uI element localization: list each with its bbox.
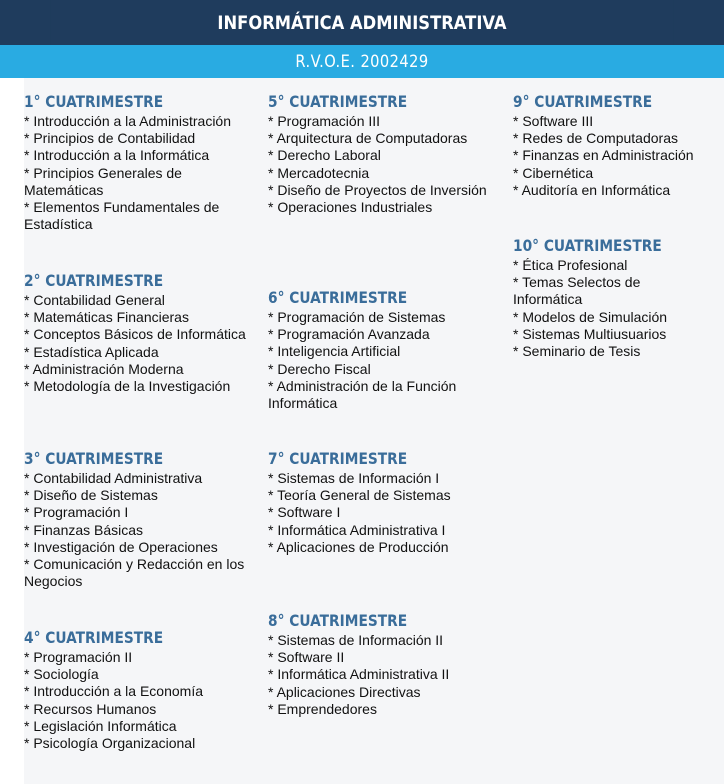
cuatrimestre-heading: 1° CUATRIMESTRE	[24, 92, 164, 111]
subject-list	[268, 632, 490, 718]
cuatrimestre-heading: 9° CUATRIMESTRE	[513, 92, 653, 111]
cuatrimestre-7	[268, 450, 490, 556]
subject-item: * Programación de Sistemas	[268, 309, 446, 325]
cuatrimestre-4	[24, 629, 246, 752]
subject-item: * Cibernética	[513, 164, 594, 181]
subject-item: * Emprendedores	[268, 700, 377, 717]
subject-item: * Conceptos Básicos de Informática	[24, 326, 246, 343]
cuatrimestre-heading: 8° CUATRIMESTRE	[268, 611, 408, 630]
subject-item: * Estadística Aplicada	[24, 343, 159, 360]
subject-item: * Matemáticas Financieras	[24, 309, 189, 326]
subject-item: * Programación Avanzada	[268, 326, 430, 343]
subject-item: * Investigación de Operaciones	[24, 538, 218, 555]
subject-item: * Seminario de Tesis	[513, 343, 641, 360]
subject-list	[24, 292, 246, 395]
cuatrimestre-9	[513, 93, 718, 199]
subject-item: * Sistemas de Información I	[268, 470, 440, 486]
subject-item: * Programación III	[268, 113, 381, 129]
curriculum-panel	[24, 78, 724, 784]
subject-item: * Finanzas Básicas	[24, 521, 144, 538]
program-title: INFORMÁTICA ADMINISTRATIVA	[51, 0, 674, 45]
subject-item: * Comunicación y Redacción en los Negocios	[24, 556, 245, 590]
subject-item: * Sociología	[24, 666, 99, 683]
subject-item: * Software III	[513, 113, 594, 129]
cuatrimestre-heading: 3° CUATRIMESTRE	[24, 449, 164, 468]
subject-list	[268, 309, 490, 412]
cuatrimestre-1	[24, 93, 246, 233]
subject-item: * Teoría General de Sistemas	[268, 487, 451, 504]
cuatrimestre-6	[268, 289, 490, 412]
subject-item: * Redes de Computadoras	[513, 130, 678, 147]
subject-item: * Sistemas Multiusuarios	[513, 325, 667, 342]
subject-item: * Derecho Laboral	[268, 147, 381, 164]
subject-list	[513, 257, 673, 360]
subject-item: * Informática Administrativa II	[268, 666, 450, 683]
subject-item: * Metodología de la Investigación	[24, 378, 231, 395]
subject-item: * Principios Generales de Matemáticas	[24, 164, 182, 198]
subject-item: * Introducción a la Economía	[24, 683, 203, 700]
subject-item: * Ética Profesional	[513, 257, 628, 273]
subject-item: * Contabilidad Administrativa	[24, 470, 203, 486]
subject-list	[24, 649, 246, 752]
subject-item: * Software II	[268, 649, 345, 666]
cuatrimestre-heading: 5° CUATRIMESTRE	[268, 92, 408, 111]
cuatrimestre-heading: 6° CUATRIMESTRE	[268, 288, 408, 307]
rvoe-number: R.V.O.E. 2002429	[295, 51, 429, 72]
subject-item: * Modelos de Simulación	[513, 308, 668, 325]
subject-list	[268, 470, 490, 556]
cuatrimestre-heading: 10° CUATRIMESTRE	[513, 236, 662, 255]
subject-item: * Informática Administrativa I	[268, 521, 446, 538]
subject-item: * Mercadotecnia	[268, 164, 370, 181]
subject-item: * Legislación Informática	[24, 717, 177, 734]
subject-item: * Programación II	[24, 649, 133, 665]
subject-list	[513, 113, 718, 199]
cuatrimestre-8	[268, 612, 490, 718]
subject-item: * Programación I	[24, 504, 129, 521]
subject-item: * Software I	[268, 504, 341, 521]
cuatrimestre-heading: 2° CUATRIMESTRE	[24, 271, 164, 290]
cuatrimestre-3	[24, 450, 246, 590]
subject-item: * Introducción a la Informática	[24, 147, 210, 164]
subject-item: * Diseño de Sistemas	[24, 487, 158, 504]
cuatrimestre-heading: 4° CUATRIMESTRE	[24, 628, 164, 647]
subject-item: * Finanzas en Administración	[513, 147, 694, 164]
subject-list	[24, 113, 246, 233]
subject-list	[268, 113, 490, 216]
cuatrimestre-10	[513, 237, 673, 360]
subject-item: * Aplicaciones Directivas	[268, 683, 421, 700]
subject-item: * Administración Moderna	[24, 360, 184, 377]
subject-item: * Administración de la Función Informática	[268, 377, 457, 412]
subject-item: * Aplicaciones de Producción	[268, 538, 449, 555]
subject-item: * Diseño de Proyectos de Inversión	[268, 181, 487, 198]
subject-item: * Sistemas de Información II	[268, 632, 444, 648]
subject-item: * Recursos Humanos	[24, 700, 157, 717]
subject-item: * Derecho Fiscal	[268, 360, 371, 377]
subject-item: * Auditoría en Informática	[513, 181, 671, 198]
cuatrimestre-2	[24, 272, 246, 395]
subject-item: * Introducción a la Administración	[24, 113, 231, 129]
subject-item: * Arquitectura de Computadoras	[268, 130, 468, 147]
cuatrimestre-5	[268, 93, 490, 216]
subject-item: * Psicología Organizacional	[24, 735, 196, 752]
subject-list	[24, 470, 246, 590]
subject-item: * Elementos Fundamentales de Estadística	[24, 199, 220, 233]
cuatrimestre-heading: 7° CUATRIMESTRE	[268, 449, 408, 468]
subject-item: * Principios de Contabilidad	[24, 130, 196, 147]
subject-item: * Contabilidad General	[24, 292, 165, 308]
subject-item: * Inteligencia Artificial	[268, 343, 401, 360]
subject-item: * Temas Selectos de Informática	[513, 274, 641, 308]
subject-item: * Operaciones Industriales	[268, 199, 433, 216]
